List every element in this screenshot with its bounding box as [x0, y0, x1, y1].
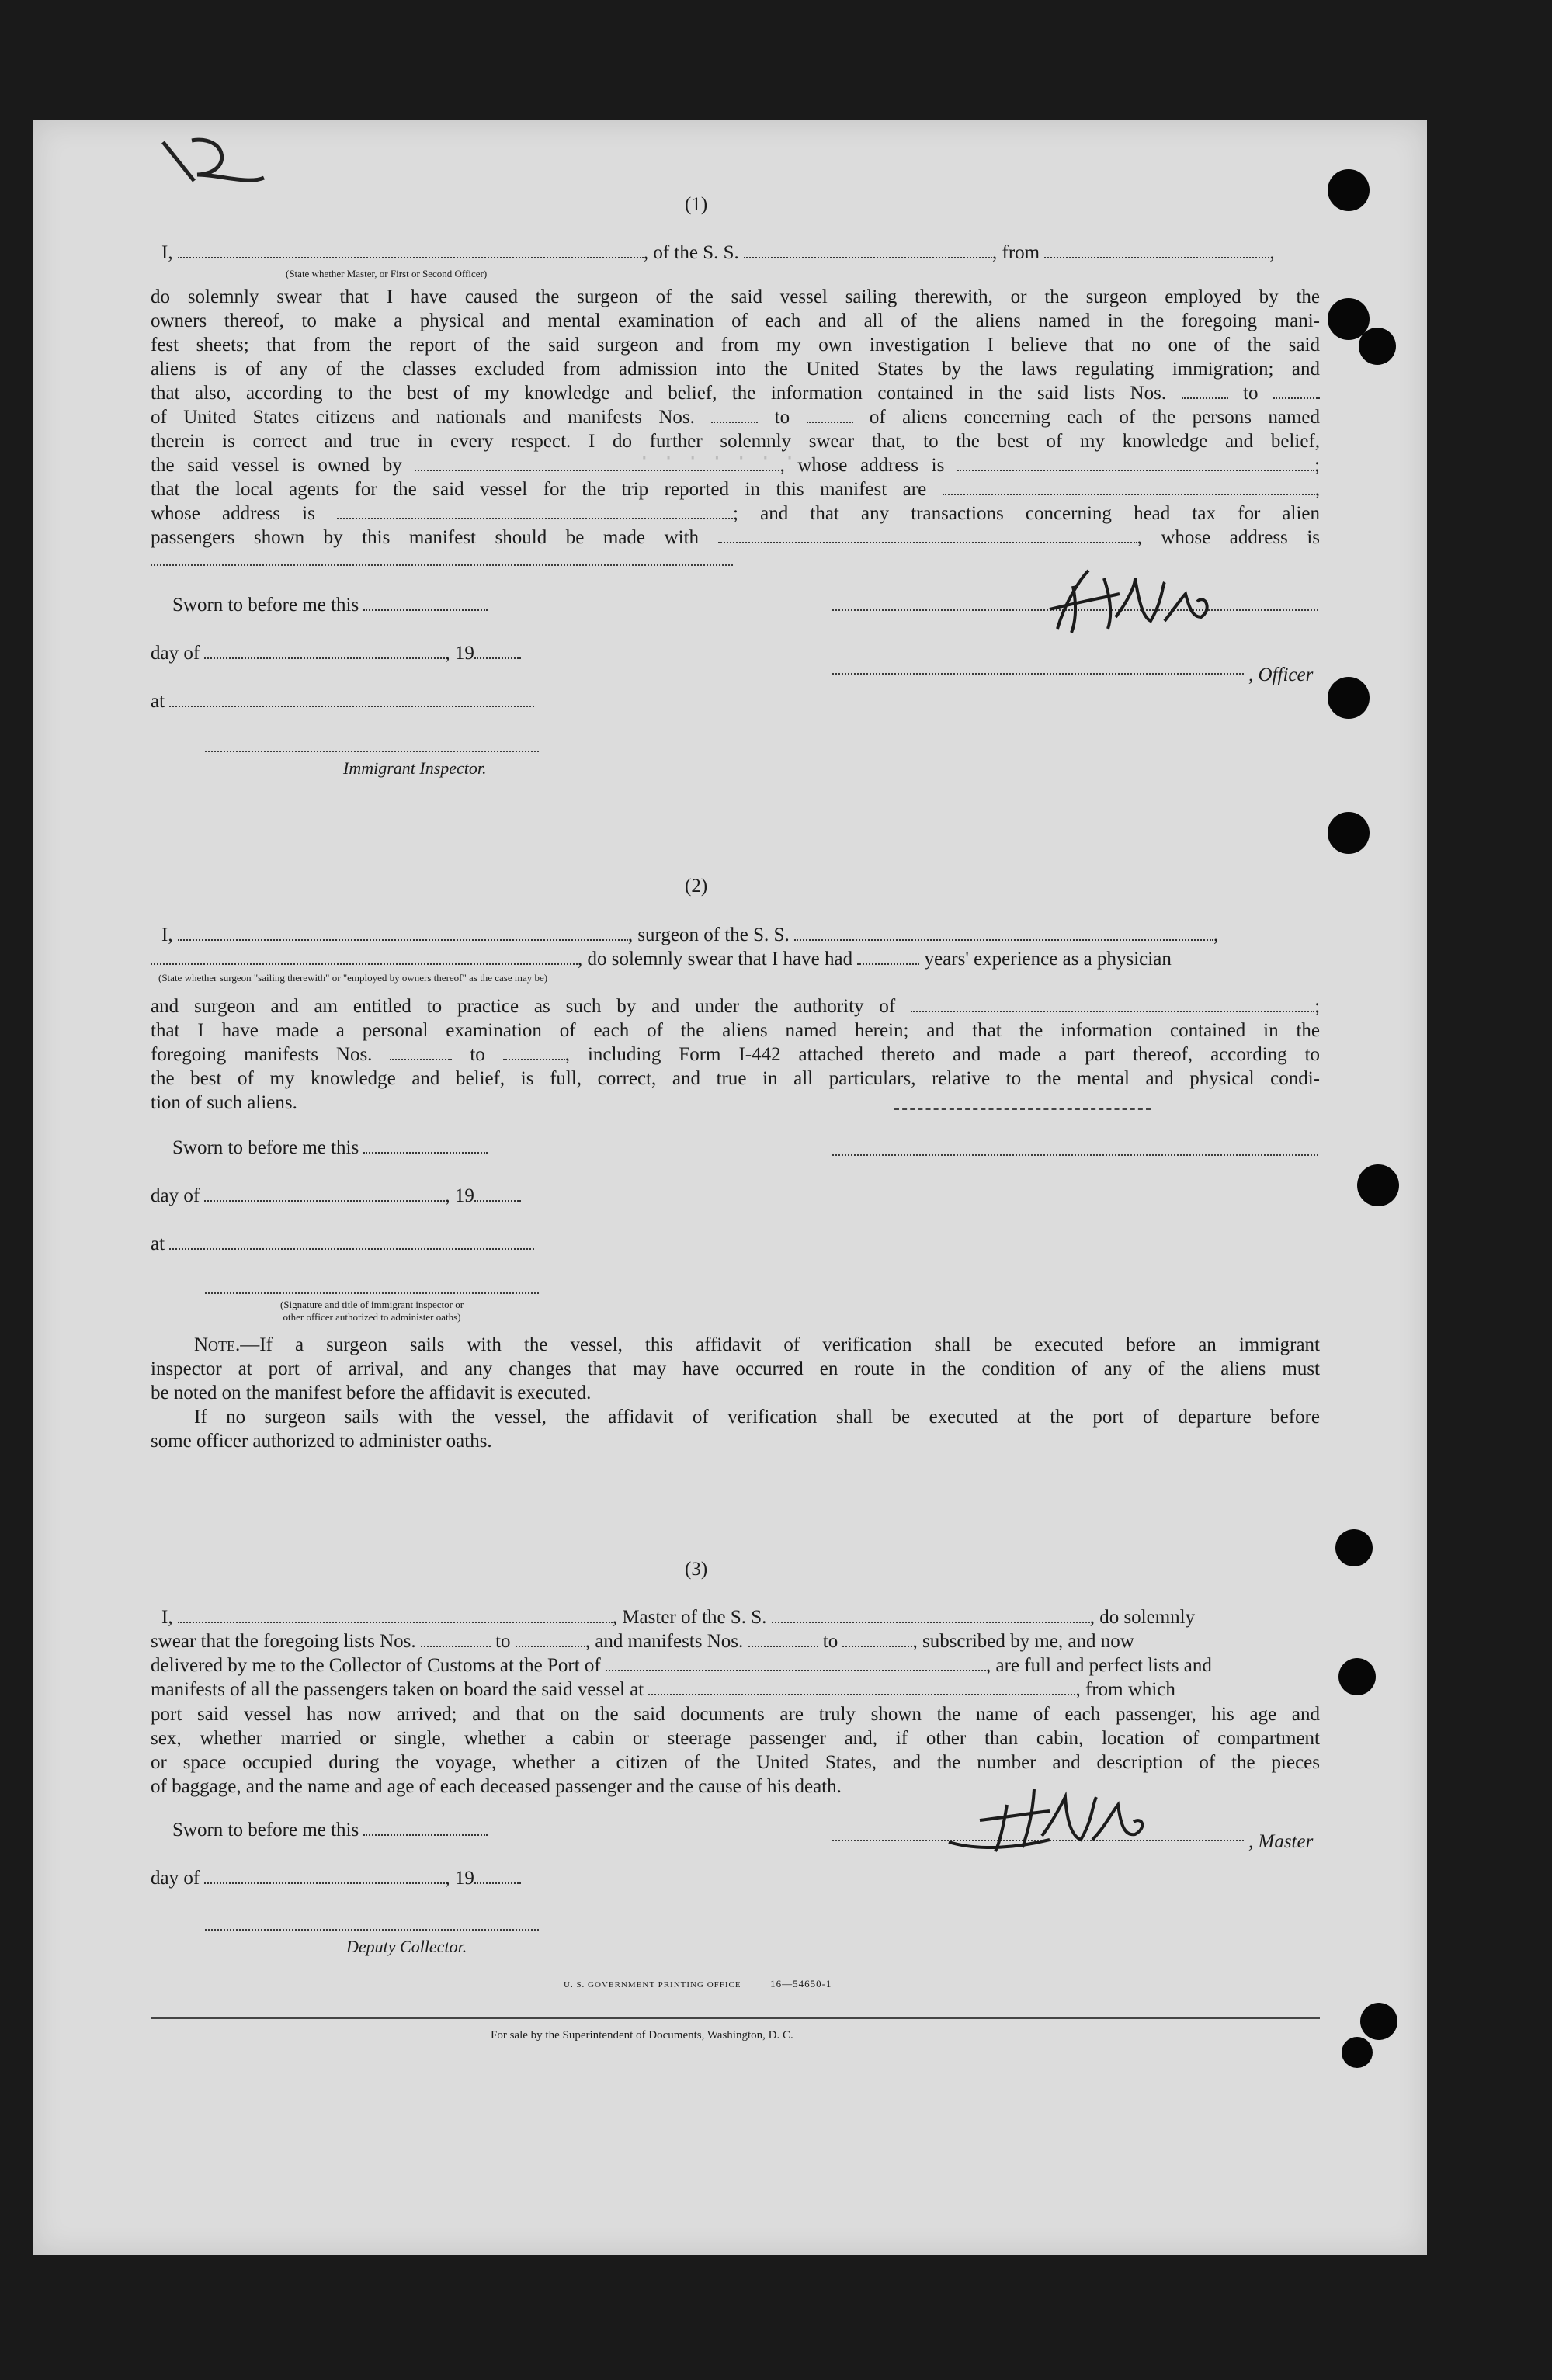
section3-collector-label: Deputy Collector.: [346, 1937, 467, 1956]
section2-dash: [894, 1108, 1151, 1110]
bleed-through: · · · · · · · ·: [638, 446, 821, 470]
section3-line4: manifests of all the passengers taken on board the said vessel at , from which: [151, 1679, 1175, 1700]
section1-sworn: Sworn to before me this: [172, 594, 488, 617]
master-signature: [933, 1774, 1189, 1859]
section2-line1: I, , surgeon of the S. S. ,: [161, 925, 1219, 945]
section3-number: (3): [685, 1559, 708, 1580]
section1-address-line: [151, 564, 733, 566]
section2-signature-line: [832, 1154, 1318, 1156]
marginal-mark: [149, 127, 304, 196]
binder-hole: [1328, 169, 1370, 211]
section1-officer-label: , Officer: [1248, 664, 1314, 685]
note-block: Note.—If a surgeon sails with the vessel, this affidavit of verification shall be executed before an immigrant inspector at port of arrival, and any changes that may have occurred en route in the condition of any of the aliens must be noted on the manifest before the affidavit is executed. If no surgeon sails with the vessel, the affidavit of verification shall be executed at the port of departure before some officer authorized to administer oaths.: [151, 1334, 1320, 1452]
section1-inspector-line: [205, 751, 539, 752]
section2-at: at: [151, 1233, 534, 1256]
document-sheet: [33, 120, 1427, 2255]
section3-day: day of , 19: [151, 1867, 521, 1890]
section2-line2: , do solemnly swear that I have had years' experience as a physician: [151, 948, 1172, 971]
section1-officer-line: [832, 673, 1244, 675]
footer-rule: [151, 2017, 1320, 2019]
section2-number: (2): [685, 876, 708, 897]
note-label: Note.: [194, 1334, 241, 1355]
footer-sale: For sale by the Superintendent of Documents, Washington, D. C.: [491, 2029, 793, 2042]
section3-sworn: Sworn to before me this: [172, 1819, 488, 1842]
section1-caption: (State whether Master, or First or Second Officer): [286, 268, 488, 279]
section2-sig-caption: (Signature and title of immigrant inspector or other officer authorized to administer oaths): [279, 1299, 464, 1323]
section1-at: at: [151, 690, 534, 713]
section3-body: port said vessel has now arrived; and that on the said documents are truly shown the name of each passenger, his age and sex, whether married or single, whether a cabin or steerage passenger and, if other than cabin, location of compartment or space occupied during the voyage, whether a citizen of the United States, and the number and description of the pieces of baggage, and the name and age of each deceased passenger and the cause of his death.: [151, 1704, 1320, 1797]
section2-body: and surgeon and am entitled to practice as such by and under the authority of ; that I have made a personal examination of each of the aliens named herein; and that the information contained in the foregoing manifests Nos. to , including Form I-442 attached thereto and made a part thereof, according to the best of my knowledge and belief, is full, correct, and true in all particulars, relative to the mental and physical condi- tion of such aliens.: [151, 996, 1321, 1113]
binder-hole: [1328, 812, 1370, 854]
binder-hole: [1328, 677, 1370, 719]
binder-hole: [1357, 1164, 1399, 1206]
section2-inspector-line: [205, 1292, 539, 1294]
section3-master-label: , Master: [1248, 1831, 1314, 1852]
section2-sworn: Sworn to before me this: [172, 1136, 488, 1160]
section1-day: day of , 19: [151, 642, 521, 665]
section2-day: day of , 19: [151, 1185, 521, 1208]
binder-hole: [1359, 328, 1396, 365]
binder-hole: [1360, 2003, 1397, 2040]
section1-body: do solemnly swear that I have caused the surgeon of the said vessel sailing therewith, or the surgeon employed by the owners thereof, to make a physical and mental examination of each and all of the aliens named in the foregoing mani- fest sheets; that from the report of the said surgeon and from my own investigation I believe that no one of the said aliens is of any of the classes excluded from admission into the United States by the laws regulating immigration; and that also, according to the best of my knowledge and belief, the information contained in the said lists Nos. to of United States citizens and nationals and manifests Nos. to of aliens concerning each of the persons named therein is correct and true in every respect. I do further solemnly swear that, to the best of my knowledge and belief, the said vessel is owned by , whose address is ; that the local agents for the said vessel for the trip reported in this manifest are , whose address is ; and that any transactions concerning head tax for alien passengers shown by this manifest should be made with , whose address is: [151, 286, 1321, 548]
section3-line3: delivered by me to the Collector of Customs at the Port of , are full and perfect lists and: [151, 1655, 1212, 1676]
section3-line1: I, , Master of the S. S. , do solemnly: [161, 1607, 1196, 1628]
section3-collector-line: [205, 1929, 539, 1931]
section3-line2: swear that the foregoing lists Nos. to , and manifests Nos. to , subscribed by me, and now: [151, 1631, 1134, 1652]
footer-printing: U. S. GOVERNMENT PRINTING OFFICE 16—54650-1: [564, 1978, 832, 1990]
section1-line1: I, , of the S. S. , from ,: [161, 242, 1275, 263]
section1-inspector-label: Immigrant Inspector.: [343, 758, 487, 778]
section1-number: (1): [685, 194, 708, 215]
section2-caption: (State whether surgeon "sailing therewith" or "employed by owners thereof" as the case may be): [158, 972, 548, 984]
binder-hole: [1335, 1529, 1373, 1566]
binder-hole: [1342, 2037, 1373, 2068]
officer-signature: [1026, 555, 1228, 640]
binder-hole: [1338, 1658, 1376, 1695]
